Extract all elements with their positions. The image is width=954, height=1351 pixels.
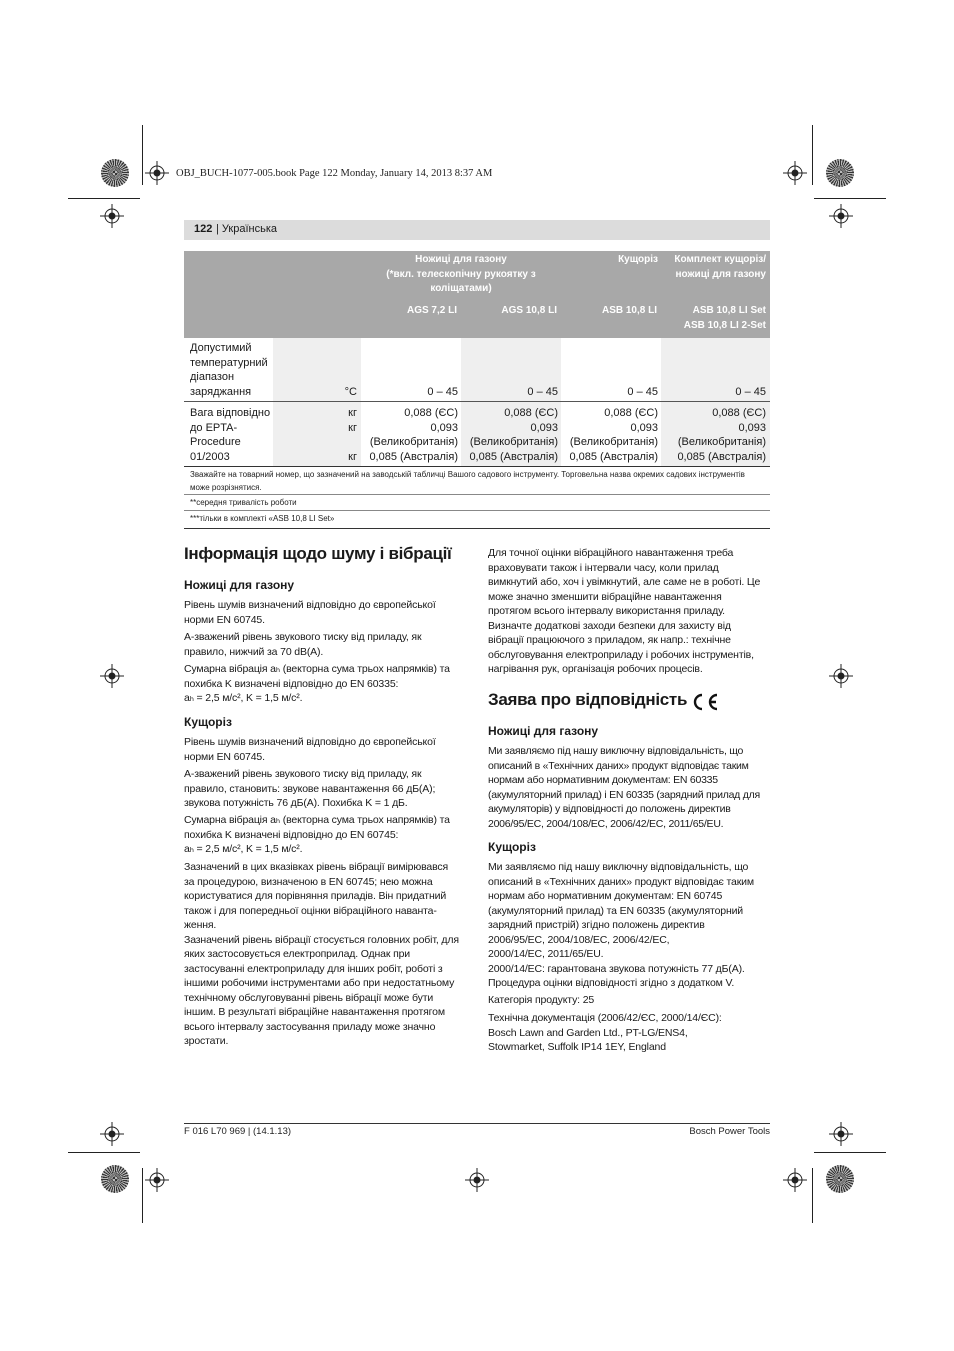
- paragraph: Ми заявляємо під нашу виключну відповідальність, що описаний в «Технічних даних» продукт відповідає таким нормам або нормативним документам: EN 60745 (акумуляторний прилад) та EN 60335 (акумуляторний зарядний пристрій) згідно положень директив 2006/95/EC, 2004/108/EC, 2006/42/EC, 2000/14/EC, 2011/65/EU. 2000/14/EC: гарантована звукова потужність 77 дБ(A). Процедура оцінки відповідності згідно з додатком V.: [488, 861, 754, 989]
- registration-mark-icon: [783, 161, 807, 185]
- print-seal-icon: [826, 159, 854, 187]
- footer-doc-number: F 016 L70 969 | (14.1.13): [184, 1126, 292, 1137]
- cell-weight-ags108: 0,088 (ЄС) 0,093 (Великобританія) 0,085 (Австралія): [469, 407, 558, 463]
- registration-mark-icon: [100, 664, 124, 688]
- row-unit-celsius: °C: [344, 386, 357, 398]
- cell-temp-ags72: 0 – 45: [427, 386, 458, 398]
- crop-mark: [812, 1168, 813, 1223]
- paragraph: Ми заявляємо під нашу виключну відповідальність, що описаний в «Технічних даних» продукт відповідає таким нормам або нормативним документам: EN 60335 (акумуляторний прилад) і EN 60335 (зарядний прилад для акумуляторів) у відповідності до положень директив 2006/95/EC, 2004/108/EC, 2006/42/EC, 2011/65/EU.: [488, 745, 760, 830]
- footer-rule: [184, 1123, 770, 1124]
- paragraph: А-зважений рівень звукового тиску від приладу, як правило, становить: звукове навантаження 66 дБ(A); звукова потужність 76 дБ(A). Похибка K = 1 дБ.: [184, 768, 436, 809]
- footer-brand: Bosch Power Tools: [689, 1126, 770, 1137]
- print-seal-icon: [826, 1165, 854, 1193]
- print-header: OBJ_BUCH-1077-005.book Page 122 Monday, January 14, 2013 8:37 AM: [176, 168, 493, 179]
- cell-temp-asb108: 0 – 45: [627, 386, 658, 398]
- cell-temp-set: 0 – 45: [735, 386, 766, 398]
- paragraph: Технічна документація (2006/42/ЄС, 2000/14/ЄС): Bosch Lawn and Garden Ltd., PT-LG/ENS4, Stowmarket, Suffolk IP14 1EY, England: [488, 1012, 722, 1053]
- table-note: **середня тривалість роботи: [190, 498, 297, 507]
- registration-mark-icon: [829, 204, 853, 228]
- ce-mark-icon: [690, 692, 720, 712]
- paragraph: Сумарна вібрація aₕ (векторна сума трьох напрямків) та похибка K визначені відповідно до EN 60745: aₕ = 2,5 м/с², K = 1,5 м/с².: [184, 814, 450, 855]
- spec-table-header: [184, 251, 770, 338]
- crop-mark: [68, 1152, 140, 1153]
- table-note: ***тільки в комплекті «ASB 10,8 LI Set»: [190, 514, 335, 523]
- model-ags-72: AGS 7,2 LI: [406, 305, 457, 316]
- page-number: 122: [194, 223, 213, 235]
- header-hedge-trimmer: Кущоріз: [618, 254, 658, 265]
- table-note: Зважайте на товарний номер, що зазначений на заводській табличці Вашого садового інструменту. Торговельна назва окремих садових інструментів може розрізнятися.: [190, 470, 745, 492]
- model-asb-108: ASB 10,8 LI: [601, 305, 657, 316]
- print-seal-icon: [101, 1165, 129, 1193]
- subheading-lawn-shears: Ножиці для газону: [488, 724, 599, 738]
- header-lawn-shears: Ножиці для газону (*вкл. телескопічну рукоятку з коліщатами): [386, 254, 536, 294]
- row-label-charging-temp: Допустимий температурний діапазон заряджання: [190, 342, 268, 398]
- subheading-hedge-trimmer: Кущоріз: [184, 715, 232, 729]
- page-header: [184, 220, 770, 240]
- crop-mark: [814, 1152, 886, 1153]
- subheading-hedge-trimmer: Кущоріз: [488, 840, 536, 854]
- table-bottom-rule: [184, 528, 770, 529]
- header-combo-set: Комплект кущоріз/ ножиці для газону: [674, 254, 766, 280]
- row-divider: [184, 401, 770, 402]
- note-divider: [184, 510, 770, 511]
- page-language: | Українська: [216, 223, 277, 235]
- row-unit-kg: кг кг кг: [348, 407, 357, 463]
- registration-mark-icon: [145, 1168, 169, 1192]
- crop-mark: [142, 1168, 143, 1223]
- paragraph: Рівень шумів визначений відповідно до європейської норми EN 60745.: [184, 736, 436, 763]
- crop-mark: [812, 125, 813, 185]
- cell-weight-set: 0,088 (ЄС) 0,093 (Великобританія) 0,085 (Австралія): [677, 407, 766, 463]
- registration-mark-icon: [100, 1122, 124, 1146]
- model-ags-108: AGS 10,8 LI: [501, 305, 557, 316]
- crop-mark: [814, 198, 886, 199]
- model-asb-set: ASB 10,8 LI Set ASB 10,8 LI 2-Set: [683, 305, 766, 331]
- note-divider: [184, 494, 770, 495]
- section-title-conformity: Заява про відповідність: [488, 690, 688, 709]
- subheading-lawn-shears: Ножиці для газону: [184, 578, 295, 592]
- paragraph: А-зважений рівень звукового тиску від приладу, як правило, нижчий за 70 dB(A).: [184, 631, 422, 658]
- registration-mark-icon: [465, 1168, 489, 1192]
- registration-mark-icon: [145, 161, 169, 185]
- row-divider: [184, 466, 770, 467]
- paragraph: Категорія продукту: 25: [488, 994, 595, 1006]
- crop-mark: [68, 198, 140, 199]
- cell-weight-asb108: 0,088 (ЄС) 0,093 (Великобританія) 0,085 (Австралія): [569, 407, 658, 463]
- paragraph: Рівень шумів визначений відповідно до європейської норми EN 60745.: [184, 599, 436, 626]
- crop-mark: [142, 125, 143, 185]
- registration-mark-icon: [829, 664, 853, 688]
- section-title-noise: Інформація щодо шуму і вібрації: [184, 544, 452, 563]
- paragraph: Сумарна вібрація aₕ (векторна сума трьох напрямків) та похибка K визначені відповідно до EN 60335: aₕ = 2,5 м/с², K = 1,5 м/с².: [184, 663, 450, 704]
- registration-mark-icon: [783, 1168, 807, 1192]
- registration-mark-icon: [100, 204, 124, 228]
- cell-temp-ags108: 0 – 45: [527, 386, 558, 398]
- row-label-weight: Вага відповідно до EPTA- Procedure 01/2003: [190, 407, 271, 463]
- print-seal-icon: [101, 159, 129, 187]
- registration-mark-icon: [829, 1122, 853, 1146]
- cell-weight-ags72: 0,088 (ЄС) 0,093 (Великобританія) 0,085 (Австралія): [369, 407, 458, 463]
- paragraph: Зазначений в цих вказівках рівень вібрації вимірювався за процедурою, визначеною в EN 60745; нею можна користуватися для порівняння приладів. Він придатний також і для попередньої оцінки вібраційного наванта- ження. Зазначений рівень вібрації стосується головних робіт, для яких застосовується електроприлад. Однак при застосуванні електроприладу для інших робіт, роботі з іншими робочими інструментами або при недостатньому технічному обслуговуванні рівень вібрації може бути іншим. В результаті вібраційне навантаження протягом всього інтервалу застосування приладу може значно зростати.: [184, 861, 459, 1047]
- paragraph: Для точної оцінки вібраційного навантаження треба враховувати також і інтервали часу, коли прилад вимкнутий або, хоч і увімкнутий, але саме не в роботі. Це може значно зменшити вібраційне навантаження протягом всього інтервалу використання приладу. Визначте додаткові заходи безпеки для захисту від вібрації працюючого з приладом, як напр.: технічне обслуговування електроприладу і робочих інструментів, нагрівання рук, організація робочих процесів.: [488, 547, 761, 675]
